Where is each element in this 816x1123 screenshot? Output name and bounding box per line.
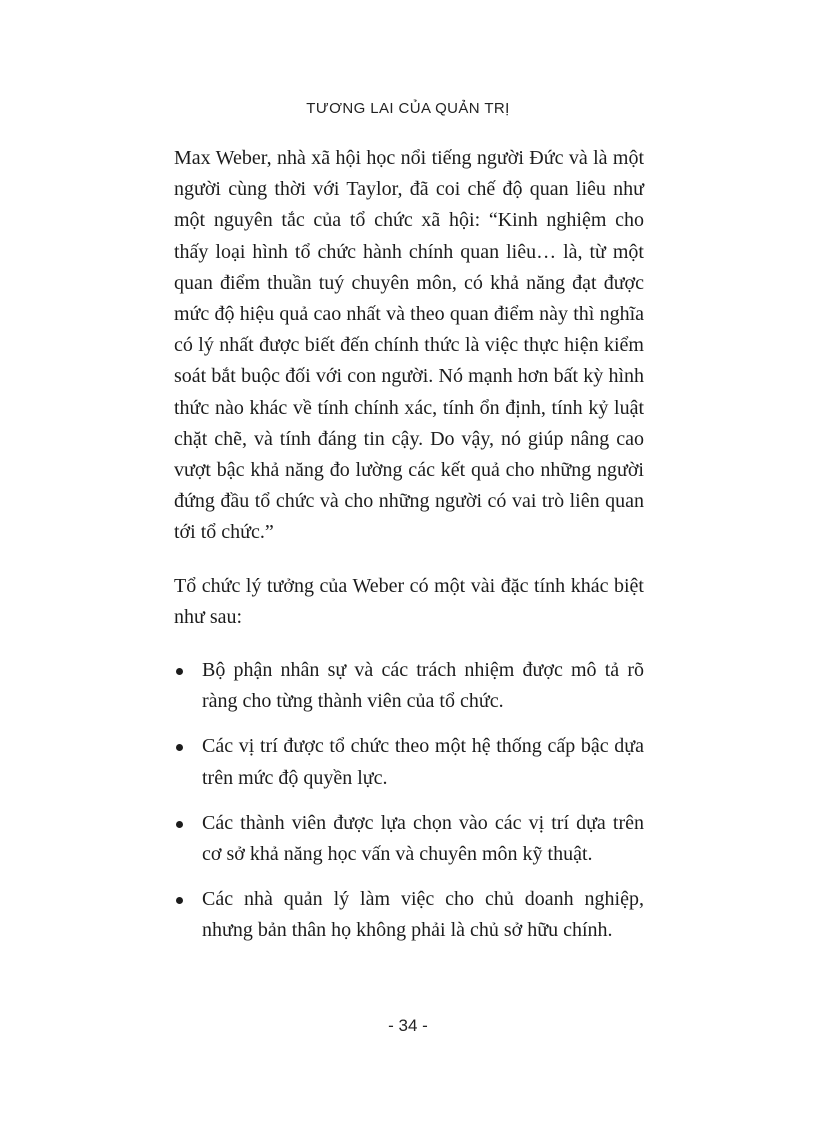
bullet-icon <box>176 897 183 904</box>
page-number: - 34 - <box>388 1016 428 1035</box>
list-item-text: Bộ phận nhân sự và các trách nhiệm được mô tả rõ ràng cho từng thành viên của tổ chức. <box>202 659 644 713</box>
running-header: TƯƠNG LAI CỦA QUẢN TRỊ <box>306 100 510 117</box>
list-item-text: Các vị trí được tổ chức theo một hệ thống cấp bậc dựa trên mức độ quyền lực. <box>202 735 644 789</box>
bullet-icon <box>176 744 183 751</box>
list-item <box>174 731 644 793</box>
bullet-icon <box>176 668 183 675</box>
list-item <box>174 808 644 870</box>
bullet-icon <box>176 821 183 828</box>
characteristics-list <box>174 655 644 947</box>
list-item <box>174 655 644 717</box>
list-item-text: Các nhà quản lý làm việc cho chủ doanh nghiệp, nhưng bản thân họ không phải là chủ sở hữu chính. <box>202 888 644 942</box>
list-item <box>174 884 644 946</box>
page-body <box>174 143 644 961</box>
paragraph-ideal-organization: Tổ chức lý tưởng của Weber có một vài đặc tính khác biệt như sau: <box>174 574 644 628</box>
list-item-text: Các thành viên được lựa chọn vào các vị trí dựa trên cơ sở khả năng học vấn và chuyên môn kỹ thuật. <box>202 811 644 866</box>
paragraph-weber-quote: Max Weber, nhà xã hội học nổi tiếng người Đức và là một người cùng thời với Taylor, đã coi chế độ quan liêu như một nguyên tắc của tổ chức xã hội: “Kinh nghiệm cho thấy loại hình tổ chức hành chính quan liêu… là, từ một quan điểm thuần tuý chuyên môn, có khả năng đạt được mức độ hiệu quả cao nhất và theo quan điểm này thì nghĩa có lý nhất được biết đến chính thức là việc thực hiện kiểm soát bắt buộc đối với con người. Nó mạnh hơn bất kỳ hình thức nào khác về tính chính xác, tính ổn định, tính kỷ luật chặt chẽ, và tính đáng tin cậy. Do vậy, nó giúp nâng cao vượt bậc khả năng đo lường các kết quả cho những người đứng đầu tổ chức và cho những người có vai trò liên quan tới tổ chức.” <box>174 147 644 544</box>
